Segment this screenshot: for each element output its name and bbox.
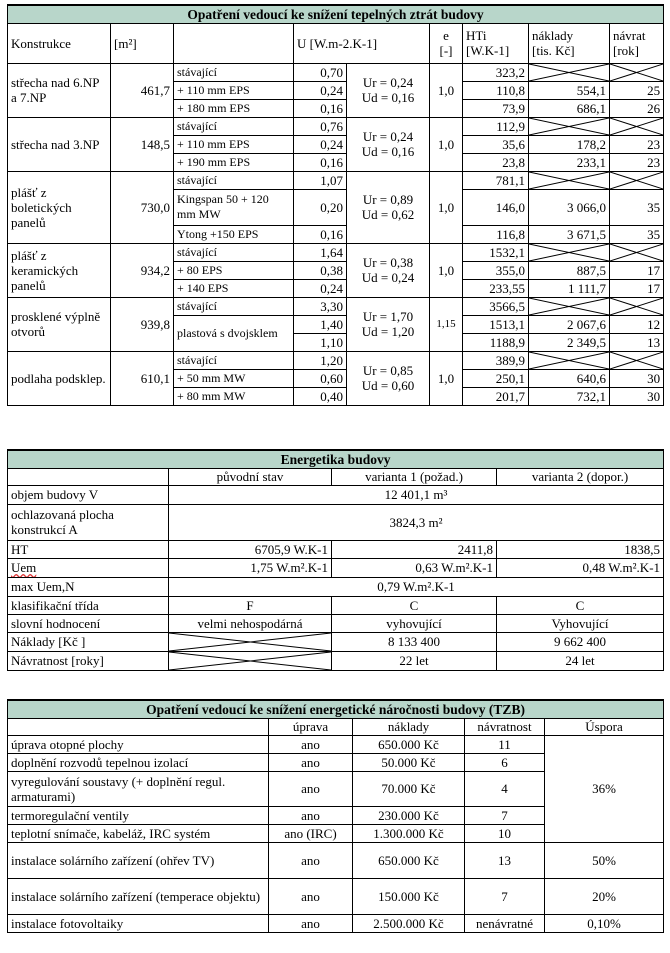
u-required: Ur = 0,24 xyxy=(362,129,414,144)
construction-name: podlaha podsklep. xyxy=(8,351,111,405)
u-required: Ur = 0,38 xyxy=(362,255,414,270)
rating-variant1: vyhovující xyxy=(332,614,497,632)
empty-cross-cell xyxy=(529,351,610,369)
savings-solar-tv: 50% xyxy=(545,842,664,878)
tzb-row-label: instalace solárního zařízení (ohřev TV) xyxy=(8,842,269,878)
empty-cross-cell xyxy=(529,63,610,81)
u-required: Ur = 0,89 xyxy=(362,192,414,207)
construction-area: 461,7 xyxy=(111,63,174,117)
table-row xyxy=(8,297,664,315)
col-variant1: varianta 1 (požad.) xyxy=(332,468,497,485)
header-navratnost: návratnost xyxy=(465,718,545,735)
ht-value: 1188,9 xyxy=(463,333,529,351)
ht-value: 73,9 xyxy=(463,99,529,117)
u-requirements xyxy=(347,297,430,351)
tzb-row-return: 7 xyxy=(465,806,545,824)
return-value: 25 xyxy=(610,81,664,99)
ht-value: 116,8 xyxy=(463,225,529,243)
return-value: 35 xyxy=(610,225,664,243)
savings-pv: 0,10% xyxy=(545,914,664,932)
tzb-row-return: 11 xyxy=(465,735,545,753)
u-requirements xyxy=(347,171,430,243)
tzb-row-return: nenávratné xyxy=(465,914,545,932)
u-value: 1,20 xyxy=(294,351,347,369)
tzb-row-cost: 230.000 Kč xyxy=(353,806,465,824)
u-recommended: Ud = 0,62 xyxy=(361,207,415,222)
ht-value: 781,1 xyxy=(463,171,529,189)
tzb-row-uprava: ano xyxy=(269,735,353,753)
class-original: F xyxy=(169,596,332,614)
tzb-row-label: instalace fotovoltaiky xyxy=(8,914,269,932)
header-konstrukce: Konstrukce xyxy=(8,23,111,63)
variant-label: + 50 mm MW xyxy=(174,369,294,387)
cost-value: 1 111,7 xyxy=(529,279,610,297)
max-uem-label: max Uem,N xyxy=(8,577,169,596)
heat-loss-body xyxy=(8,63,664,405)
table-row xyxy=(8,63,664,81)
u-value: 0,24 xyxy=(294,81,347,99)
class-label: klasifikační třída xyxy=(8,596,169,614)
construction-name: střecha nad 3.NP xyxy=(8,117,111,171)
tzb-row-label: doplnění rozvodů tepelnou izolací xyxy=(8,753,269,771)
variant-label: stávající xyxy=(174,243,294,261)
return-variant1: 22 let xyxy=(332,651,497,670)
tzb-row-uprava: ano xyxy=(269,842,353,878)
tzb-row-label: úprava otopné plochy xyxy=(8,735,269,753)
construction-name: plášť z keramických panelů xyxy=(8,243,111,297)
ht-value: 389,9 xyxy=(463,351,529,369)
header-naklady: náklady [tis. Kč] xyxy=(529,23,610,63)
empty-cross-cell xyxy=(529,243,610,261)
return-value: 23 xyxy=(610,153,664,171)
return-value: 23 xyxy=(610,135,664,153)
rating-variant2: Vyhovující xyxy=(497,614,664,632)
ht-variant2: 1838,5 xyxy=(497,540,664,558)
tzb-row-return: 6 xyxy=(465,753,545,771)
u-requirements xyxy=(347,243,430,297)
variant-label: Ytong +150 EPS xyxy=(174,225,294,243)
empty-cross-cell xyxy=(610,171,664,189)
header-ht: HTi [W.K-1] xyxy=(463,23,529,63)
construction-area: 730,0 xyxy=(111,171,174,243)
col-original: původní stav xyxy=(169,468,332,485)
e-factor: 1,0 xyxy=(430,351,463,405)
u-value: 0,24 xyxy=(294,135,347,153)
uem-label: Uem xyxy=(8,558,169,577)
tzb-row-label: instalace solárního zařízení (temperace objektu) xyxy=(8,878,269,914)
savings-group1: 36% xyxy=(545,735,664,842)
ht-original: 6705,9 W.K-1 xyxy=(169,540,332,558)
ht-value: 23,8 xyxy=(463,153,529,171)
return-label: Návratnost [roky] xyxy=(8,651,169,670)
u-value: 1,64 xyxy=(294,243,347,261)
u-value: 0,60 xyxy=(294,369,347,387)
u-required: Ur = 0,24 xyxy=(362,75,414,90)
empty-cross-cell xyxy=(169,651,332,670)
cost-value: 2 349,5 xyxy=(529,333,610,351)
return-variant2: 24 let xyxy=(497,651,664,670)
u-recommended: Ud = 0,16 xyxy=(361,144,415,159)
tzb-row-uprava: ano (IRC) xyxy=(269,824,353,842)
variant-label: + 110 mm EPS xyxy=(174,81,294,99)
construction-area: 934,2 xyxy=(111,243,174,297)
u-required: Ur = 0,85 xyxy=(362,363,414,378)
heat-loss-measures-table xyxy=(7,4,664,406)
empty-cross-cell xyxy=(529,297,610,315)
tzb-row-uprava: ano xyxy=(269,753,353,771)
cost-value: 732,1 xyxy=(529,387,610,405)
cost-value: 887,5 xyxy=(529,261,610,279)
tzb-row-return: 13 xyxy=(465,842,545,878)
return-value: 12 xyxy=(610,315,664,333)
tzb-row-uprava: ano xyxy=(269,914,353,932)
ht-value: 146,0 xyxy=(463,189,529,225)
header-u: U [W.m-2.K-1] xyxy=(294,23,430,63)
u-value: 1,40 xyxy=(294,315,347,333)
e-factor: 1,0 xyxy=(430,243,463,297)
ht-value: 3566,5 xyxy=(463,297,529,315)
cost-variant2: 9 662 400 xyxy=(497,632,664,651)
construction-area: 148,5 xyxy=(111,117,174,171)
ht-value: 1513,1 xyxy=(463,315,529,333)
cost-value: 3 066,0 xyxy=(529,189,610,225)
return-value: 35 xyxy=(610,189,664,225)
ht-value: 1532,1 xyxy=(463,243,529,261)
max-uem-value: 0,79 W.m².K-1 xyxy=(169,577,664,596)
table-row xyxy=(8,117,664,135)
u-value: 0,70 xyxy=(294,63,347,81)
energy-table xyxy=(7,449,664,671)
u-required: Ur = 1,70 xyxy=(362,309,414,324)
empty-cross-cell xyxy=(169,632,332,651)
u-value: 0,38 xyxy=(294,261,347,279)
tzb-row-cost: 650.000 Kč xyxy=(353,842,465,878)
u-value: 0,24 xyxy=(294,279,347,297)
tzb-row-cost: 150.000 Kč xyxy=(353,878,465,914)
u-requirements xyxy=(347,117,430,171)
variant-label: stávající xyxy=(174,297,294,315)
u-recommended: Ud = 0,60 xyxy=(361,378,415,393)
tzb-row-uprava: ano xyxy=(269,878,353,914)
header-uprava: úprava xyxy=(269,718,353,735)
tzb-row-cost: 2.500.000 Kč xyxy=(353,914,465,932)
tzb-row-uprava: ano xyxy=(269,771,353,806)
table-title: Opatření vedoucí ke snížení tepelných ztrát budovy xyxy=(8,5,664,23)
ht-value: 201,7 xyxy=(463,387,529,405)
tzb-row-label: vyregulování soustavy (+ doplnění regul. armaturami) xyxy=(8,771,269,806)
u-value: 0,20 xyxy=(294,189,347,225)
variant-label: + 190 mm EPS xyxy=(174,153,294,171)
u-recommended: Ud = 0,24 xyxy=(361,270,415,285)
header-navrat: návrat [rok] xyxy=(610,23,664,63)
variant-label: plastová s dvojsklem xyxy=(174,315,294,351)
u-requirements xyxy=(347,63,430,117)
variant-label: + 140 EPS xyxy=(174,279,294,297)
ht-value: 250,1 xyxy=(463,369,529,387)
ht-value: 110,8 xyxy=(463,81,529,99)
tzb-row-label: teplotní snímače, kabeláž, IRC systém xyxy=(8,824,269,842)
cost-variant1: 8 133 400 xyxy=(332,632,497,651)
area-value: 3824,3 m² xyxy=(169,504,664,540)
tzb-row-return: 7 xyxy=(465,878,545,914)
ht-value: 233,55 xyxy=(463,279,529,297)
variant-label: Kingspan 50 + 120 mm MW xyxy=(174,189,294,225)
ht-variant1: 2411,8 xyxy=(332,540,497,558)
u-requirements xyxy=(347,351,430,405)
return-value: 17 xyxy=(610,279,664,297)
u-value: 1,07 xyxy=(294,171,347,189)
header-area: [m²] xyxy=(111,23,174,63)
tzb-row-uprava: ano xyxy=(269,806,353,824)
volume-value: 12 401,1 m³ xyxy=(169,485,664,504)
u-value: 0,40 xyxy=(294,387,347,405)
rating-original: velmi nehospodárná xyxy=(169,614,332,632)
tzb-row-return: 4 xyxy=(465,771,545,806)
table-row xyxy=(8,171,664,189)
rating-label: slovní hodnocení xyxy=(8,614,169,632)
return-value: 17 xyxy=(610,261,664,279)
ht-label: HT xyxy=(8,540,169,558)
uem-variant1: 0,63 W.m².K-1 xyxy=(332,558,497,577)
cost-value: 554,1 xyxy=(529,81,610,99)
class-variant1: C xyxy=(332,596,497,614)
u-value: 1,10 xyxy=(294,333,347,351)
e-factor: 1,0 xyxy=(430,117,463,171)
tzb-row-cost: 1.300.000 Kč xyxy=(353,824,465,842)
variant-label: + 80 mm MW xyxy=(174,387,294,405)
tzb-measures-table xyxy=(7,699,664,933)
tzb-row-label: termoregulační ventily xyxy=(8,806,269,824)
cost-value: 3 671,5 xyxy=(529,225,610,243)
e-factor: 1,15 xyxy=(430,297,463,351)
variant-label: stávající xyxy=(174,117,294,135)
return-value: 26 xyxy=(610,99,664,117)
header-e: e [-] xyxy=(430,23,463,63)
u-value: 3,30 xyxy=(294,297,347,315)
u-value: 0,16 xyxy=(294,225,347,243)
variant-label: stávající xyxy=(174,63,294,81)
uem-original: 1,75 W.m².K-1 xyxy=(169,558,332,577)
u-recommended: Ud = 0,16 xyxy=(361,90,415,105)
empty-cross-cell xyxy=(529,171,610,189)
empty-cross-cell xyxy=(610,63,664,81)
savings-solar-temp: 20% xyxy=(545,878,664,914)
construction-name: prosklené výplně otvorů xyxy=(8,297,111,351)
variant-label: + 180 mm EPS xyxy=(174,99,294,117)
e-factor: 1,0 xyxy=(430,63,463,117)
empty-cross-cell xyxy=(610,351,664,369)
tzb-row-cost: 70.000 Kč xyxy=(353,771,465,806)
empty-cross-cell xyxy=(610,117,664,135)
tzb-row-cost: 650.000 Kč xyxy=(353,735,465,753)
u-recommended: Ud = 1,20 xyxy=(361,324,415,339)
return-value: 30 xyxy=(610,369,664,387)
ht-value: 35,6 xyxy=(463,135,529,153)
construction-name: střecha nad 6.NP a 7.NP xyxy=(8,63,111,117)
variant-label: stávající xyxy=(174,351,294,369)
cost-label: Náklady [Kč ] xyxy=(8,632,169,651)
uem-variant2: 0,48 W.m².K-1 xyxy=(497,558,664,577)
tzb-row-cost: 50.000 Kč xyxy=(353,753,465,771)
e-factor: 1,0 xyxy=(430,171,463,243)
cost-value: 233,1 xyxy=(529,153,610,171)
volume-label: objem budovy V xyxy=(8,485,169,504)
u-value: 0,16 xyxy=(294,99,347,117)
u-value: 0,16 xyxy=(294,153,347,171)
variant-label: + 80 EPS xyxy=(174,261,294,279)
variant-label: + 110 mm EPS xyxy=(174,135,294,153)
empty-cross-cell xyxy=(610,297,664,315)
tzb-row-return: 10 xyxy=(465,824,545,842)
ht-value: 355,0 xyxy=(463,261,529,279)
construction-name: plášť z boletických panelů xyxy=(8,171,111,243)
header-uspora: Úspora xyxy=(545,718,664,735)
cost-value: 686,1 xyxy=(529,99,610,117)
construction-area: 939,8 xyxy=(111,297,174,351)
cost-value: 2 067,6 xyxy=(529,315,610,333)
cost-value: 640,6 xyxy=(529,369,610,387)
return-value: 30 xyxy=(610,387,664,405)
header-naklady: náklady xyxy=(353,718,465,735)
u-value: 0,76 xyxy=(294,117,347,135)
tzb-title: Opatření vedoucí ke snížení energetické náročnosti budovy (TZB) xyxy=(8,700,664,718)
cost-value: 178,2 xyxy=(529,135,610,153)
table-row xyxy=(8,243,664,261)
empty-cross-cell xyxy=(529,117,610,135)
ht-value: 112,9 xyxy=(463,117,529,135)
class-variant2: C xyxy=(497,596,664,614)
col-variant2: varianta 2 (dopor.) xyxy=(497,468,664,485)
empty-cross-cell xyxy=(610,243,664,261)
area-label: ochlazovaná plocha konstrukcí A xyxy=(8,504,169,540)
return-value: 13 xyxy=(610,333,664,351)
variant-label: stávající xyxy=(174,171,294,189)
ht-value: 323,2 xyxy=(463,63,529,81)
table-row xyxy=(8,351,664,369)
construction-area: 610,1 xyxy=(111,351,174,405)
energy-title: Energetika budovy xyxy=(8,450,664,468)
